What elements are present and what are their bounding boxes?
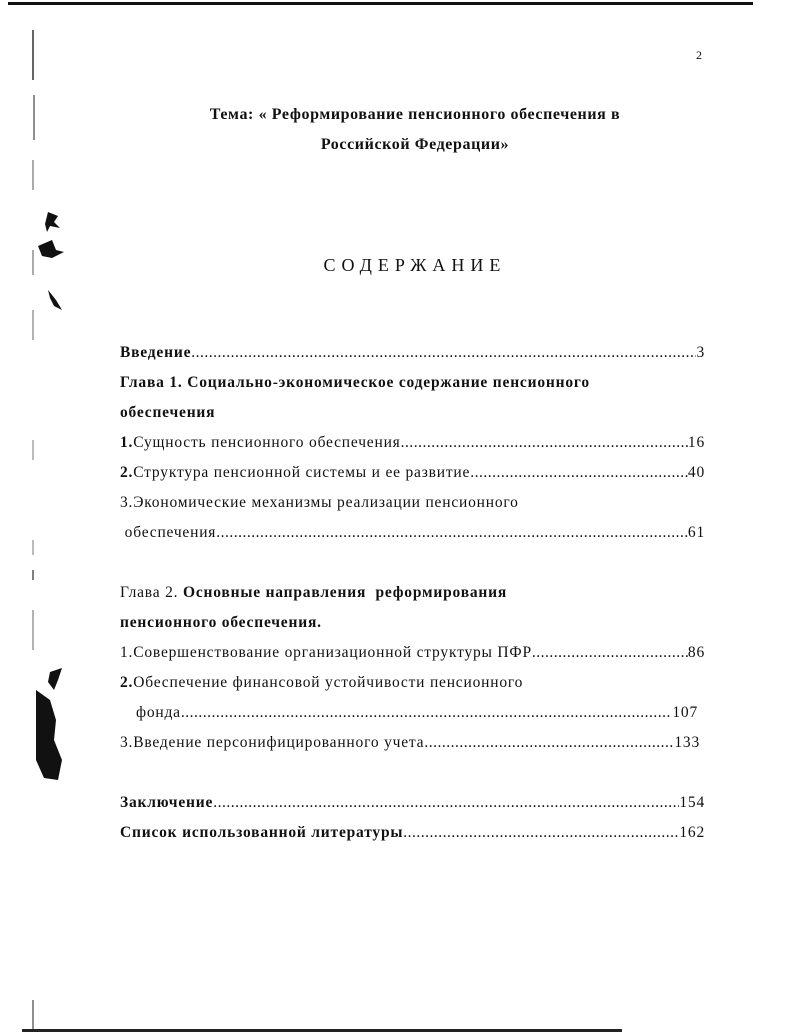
toc-entry-2-2-line-2[interactable]	[136, 704, 698, 724]
toc-entry-2-2-line-1[interactable]	[120, 674, 705, 694]
dot-leader	[191, 344, 696, 362]
toc-entry-label: обеспечения	[120, 524, 217, 541]
toc-page-number: 154	[679, 794, 705, 811]
toc-entry-1-3-line-1[interactable]: 3.Экономические механизмы реализации пенсионного	[120, 494, 519, 511]
toc-entry-1-3-line-2[interactable]	[120, 524, 705, 544]
dot-leader	[216, 524, 688, 542]
toc-entry-2-3[interactable]	[120, 734, 700, 754]
toc-entry-label: Структура пенсионной системы и ее развитие	[133, 464, 471, 481]
title-line-2: Российской Федерации»	[320, 136, 510, 153]
toc-page-number: 107	[672, 704, 698, 721]
toc-entry-label: Сущность пенсионного обеспечения	[133, 434, 401, 451]
toc-entry-label: Заключение	[120, 794, 214, 811]
toc-entry-number: 2.	[120, 464, 134, 481]
toc-entry-label: фонда	[136, 704, 181, 721]
dot-leader	[213, 794, 679, 812]
chapter-1-heading-line-1[interactable]: Глава 1. Социально-экономическое содержание пенсионного	[120, 374, 590, 391]
toc-entry-label: 3.Введение персонифицированного учета	[120, 734, 425, 751]
toc-page-number: 40	[687, 464, 705, 481]
toc-entry-introduction[interactable]	[120, 344, 705, 364]
contents-heading: СОДЕРЖАНИЕ	[323, 255, 507, 275]
toc-page-number: 86	[687, 644, 705, 661]
toc-entry-label: Список использованной литературы	[120, 824, 404, 841]
toc-entry-references[interactable]	[120, 824, 705, 844]
toc-entry-number: 1.	[120, 434, 134, 451]
scan-margin-marks	[0, 0, 80, 1034]
chapter-2-heading-line-1[interactable]	[120, 584, 705, 604]
page-number: 2	[696, 48, 702, 62]
chapter-1-heading-line-2[interactable]: обеспечения	[120, 404, 216, 421]
toc-page-number: 3	[696, 344, 705, 361]
toc-page-number: 61	[687, 524, 705, 541]
toc-page-number: 16	[687, 434, 705, 451]
toc-page-number: 133	[674, 734, 700, 751]
toc-entry-label: Введение	[120, 344, 192, 361]
chapter-2-heading-line-2[interactable]: пенсионного обеспечения.	[120, 614, 322, 631]
toc-page-number: 162	[679, 824, 705, 841]
toc-entry-label: 1.Совершенствование организационной структуры ПФР	[120, 644, 532, 661]
dot-leader	[532, 644, 688, 662]
toc-entry-1-2[interactable]	[120, 464, 705, 484]
dot-leader	[424, 734, 674, 752]
toc-entry-1-1[interactable]	[120, 434, 705, 454]
bottom-border-line	[22, 1029, 622, 1032]
dot-leader	[401, 434, 688, 452]
title-line-1: Тема: « Реформирование пенсионного обеспечения в	[209, 106, 621, 123]
top-border-line	[8, 2, 753, 5]
dot-leader	[181, 704, 672, 722]
toc-entry-conclusion[interactable]	[120, 794, 705, 814]
chapter-2-prefix: Глава 2.	[120, 584, 183, 601]
toc-entry-label-line-1: Обеспечение финансовой устойчивости пенсионного	[133, 674, 524, 691]
dot-leader	[403, 824, 679, 842]
toc-entry-2-1[interactable]	[120, 644, 705, 664]
toc-entry-number: 2.	[120, 674, 134, 691]
chapter-2-title: Основные направления реформирования	[182, 584, 508, 601]
dot-leader	[470, 464, 688, 482]
